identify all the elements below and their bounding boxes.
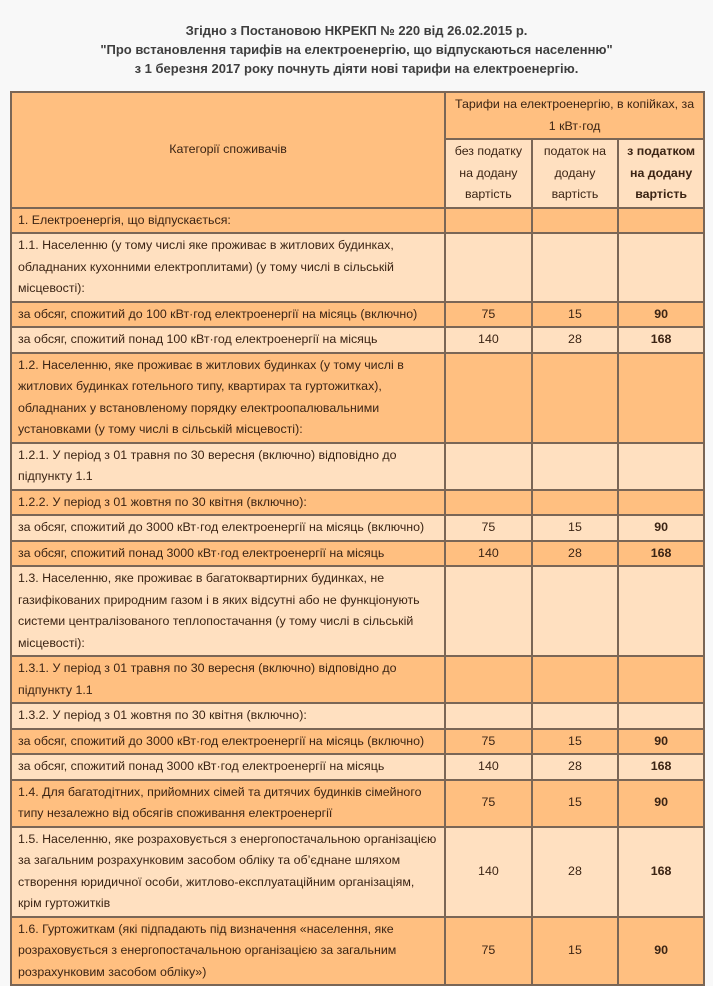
row-with-vat-cell	[618, 208, 704, 234]
header-category: Категорії споживачів	[11, 92, 445, 208]
row-category-cell: 1.5. Населенню, яке розраховується з енергопостачальною організацією за загальним розрахунковим засобом обліку та об’єднане шляхом створення юридичної особи, житлово-експлуатаційним організаціям, крім гуртожитків	[11, 827, 445, 917]
row-no-vat-cell: 140	[445, 541, 532, 567]
row-category-cell: за обсяг, спожитий до 100 кВт·год електроенергії на місяць (включно)	[11, 302, 445, 328]
row-no-vat-cell	[445, 353, 532, 443]
row-no-vat-cell	[445, 443, 532, 490]
row-no-vat-cell: 140	[445, 827, 532, 917]
row-category-cell: за обсяг, спожитий до 3000 кВт·год електроенергії на місяць (включно)	[11, 515, 445, 541]
row-vat-cell: 28	[532, 827, 619, 917]
table-row	[11, 566, 704, 656]
header-no-vat: без податку на додану вартість	[445, 139, 532, 208]
row-category-cell: 1.3. Населенню, яке проживає в багатоквартирних будинках, не газифікованих природним газом і в яких відсутні або не функціонують системи централізованого теплопостачання (у тому числі в сільській місцевості):	[11, 566, 445, 656]
heading-line-2: "Про встановлення тарифів на електроенергію, що відпускаються населенню"	[100, 42, 613, 57]
row-category-cell: 1.2.2. У період з 01 жовтня по 30 квітня (включно):	[11, 490, 445, 516]
row-no-vat-cell: 75	[445, 302, 532, 328]
row-vat-cell	[532, 208, 619, 234]
row-no-vat-cell	[445, 703, 532, 729]
row-with-vat-cell	[618, 566, 704, 656]
row-no-vat-cell	[445, 490, 532, 516]
row-vat-cell: 28	[532, 541, 619, 567]
row-no-vat-cell: 140	[445, 754, 532, 780]
row-category-cell: 1.4. Для багатодітних, прийомних сімей та дитячих будинків сімейного типу незалежно від обсягів споживання електроенергії	[11, 780, 445, 827]
table-row	[11, 703, 704, 729]
row-vat-cell	[532, 353, 619, 443]
table-row	[11, 917, 704, 986]
row-no-vat-cell: 75	[445, 917, 532, 986]
row-no-vat-cell: 75	[445, 515, 532, 541]
table-row	[11, 780, 704, 827]
row-with-vat-cell	[618, 490, 704, 516]
row-vat-cell	[532, 656, 619, 703]
row-with-vat-cell	[618, 233, 704, 302]
row-vat-cell	[532, 566, 619, 656]
table-row	[11, 515, 704, 541]
row-vat-cell: 28	[532, 754, 619, 780]
row-no-vat-cell	[445, 566, 532, 656]
row-no-vat-cell: 75	[445, 729, 532, 755]
header-with-vat: з податком на додану вартість	[618, 139, 704, 208]
heading-line-1: Згідно з Постановою НКРЕКП № 220 від 26.02.2015 р.	[185, 23, 528, 38]
row-no-vat-cell: 140	[445, 327, 532, 353]
table-row	[11, 302, 704, 328]
table-row	[11, 233, 704, 302]
header-vat: податок на додану вартість	[532, 139, 619, 208]
row-category-cell: за обсяг, спожитий понад 100 кВт·год електроенергії на місяць	[11, 327, 445, 353]
row-with-vat-cell	[618, 443, 704, 490]
row-category-cell: 1.2. Населенню, яке проживає в житлових будинках (у тому числі в житлових будинках готельного типу, квартирах та гуртожитках), обладнаних у встановленому порядку електроопалювальними установками (у тому числі в сільській місцевості):	[11, 353, 445, 443]
row-vat-cell: 15	[532, 515, 619, 541]
table-row	[11, 729, 704, 755]
row-no-vat-cell: 75	[445, 780, 532, 827]
row-with-vat-cell: 90	[618, 515, 704, 541]
row-category-cell: 1.3.1. У період з 01 травня по 30 вересня (включно) відповідно до підпункту 1.1	[11, 656, 445, 703]
row-with-vat-cell: 90	[618, 780, 704, 827]
row-category-cell: 1.1. Населенню (у тому числі яке проживає в житлових будинках, обладнаних кухонними електроплитами) (у тому числі в сільській місцевості):	[11, 233, 445, 302]
table-row	[11, 827, 704, 917]
heading-line-3: з 1 березня 2017 року почнуть діяти нові тарифи на електроенергію.	[134, 61, 579, 76]
tariffs-table	[10, 91, 705, 986]
table-row	[11, 754, 704, 780]
table-row	[11, 656, 704, 703]
row-category-cell: 1. Електроенергія, що відпускається:	[11, 208, 445, 234]
table-header-row	[11, 92, 704, 139]
row-category-cell: за обсяг, спожитий до 3000 кВт·год електроенергії на місяць (включно)	[11, 729, 445, 755]
row-with-vat-cell: 168	[618, 327, 704, 353]
row-vat-cell	[532, 490, 619, 516]
row-with-vat-cell: 90	[618, 729, 704, 755]
table-row	[11, 208, 704, 234]
row-category-cell: за обсяг, спожитий понад 3000 кВт·год електроенергії на місяць	[11, 541, 445, 567]
row-no-vat-cell	[445, 233, 532, 302]
row-vat-cell	[532, 703, 619, 729]
header-tariffs-group: Тарифи на електроенергію, в копійках, за 1 кВт·год	[445, 92, 704, 139]
table-row	[11, 490, 704, 516]
row-category-cell: 1.6. Гуртожиткам (які підпадають під визначення «населення, яке розраховується з енергопостачальною організацією за загальним розрахунковим засобом обліку»)	[11, 917, 445, 986]
row-with-vat-cell: 168	[618, 827, 704, 917]
row-with-vat-cell	[618, 703, 704, 729]
row-with-vat-cell: 168	[618, 754, 704, 780]
row-no-vat-cell	[445, 656, 532, 703]
row-vat-cell	[532, 443, 619, 490]
row-no-vat-cell	[445, 208, 532, 234]
table-row	[11, 443, 704, 490]
row-vat-cell: 15	[532, 917, 619, 986]
row-with-vat-cell	[618, 353, 704, 443]
row-category-cell: за обсяг, спожитий понад 3000 кВт·год електроенергії на місяць	[11, 754, 445, 780]
row-category-cell: 1.2.1. У період з 01 травня по 30 вересня (включно) відповідно до підпункту 1.1	[11, 443, 445, 490]
row-vat-cell: 15	[532, 729, 619, 755]
table-row	[11, 327, 704, 353]
row-with-vat-cell: 168	[618, 541, 704, 567]
row-vat-cell: 28	[532, 327, 619, 353]
table-row	[11, 353, 704, 443]
row-with-vat-cell: 90	[618, 302, 704, 328]
row-vat-cell: 15	[532, 302, 619, 328]
table-row	[11, 541, 704, 567]
row-vat-cell: 15	[532, 780, 619, 827]
row-category-cell: 1.3.2. У період з 01 жовтня по 30 квітня (включно):	[11, 703, 445, 729]
row-vat-cell	[532, 233, 619, 302]
row-with-vat-cell	[618, 656, 704, 703]
page-heading	[0, 21, 713, 78]
table-body	[11, 208, 704, 986]
row-with-vat-cell: 90	[618, 917, 704, 986]
